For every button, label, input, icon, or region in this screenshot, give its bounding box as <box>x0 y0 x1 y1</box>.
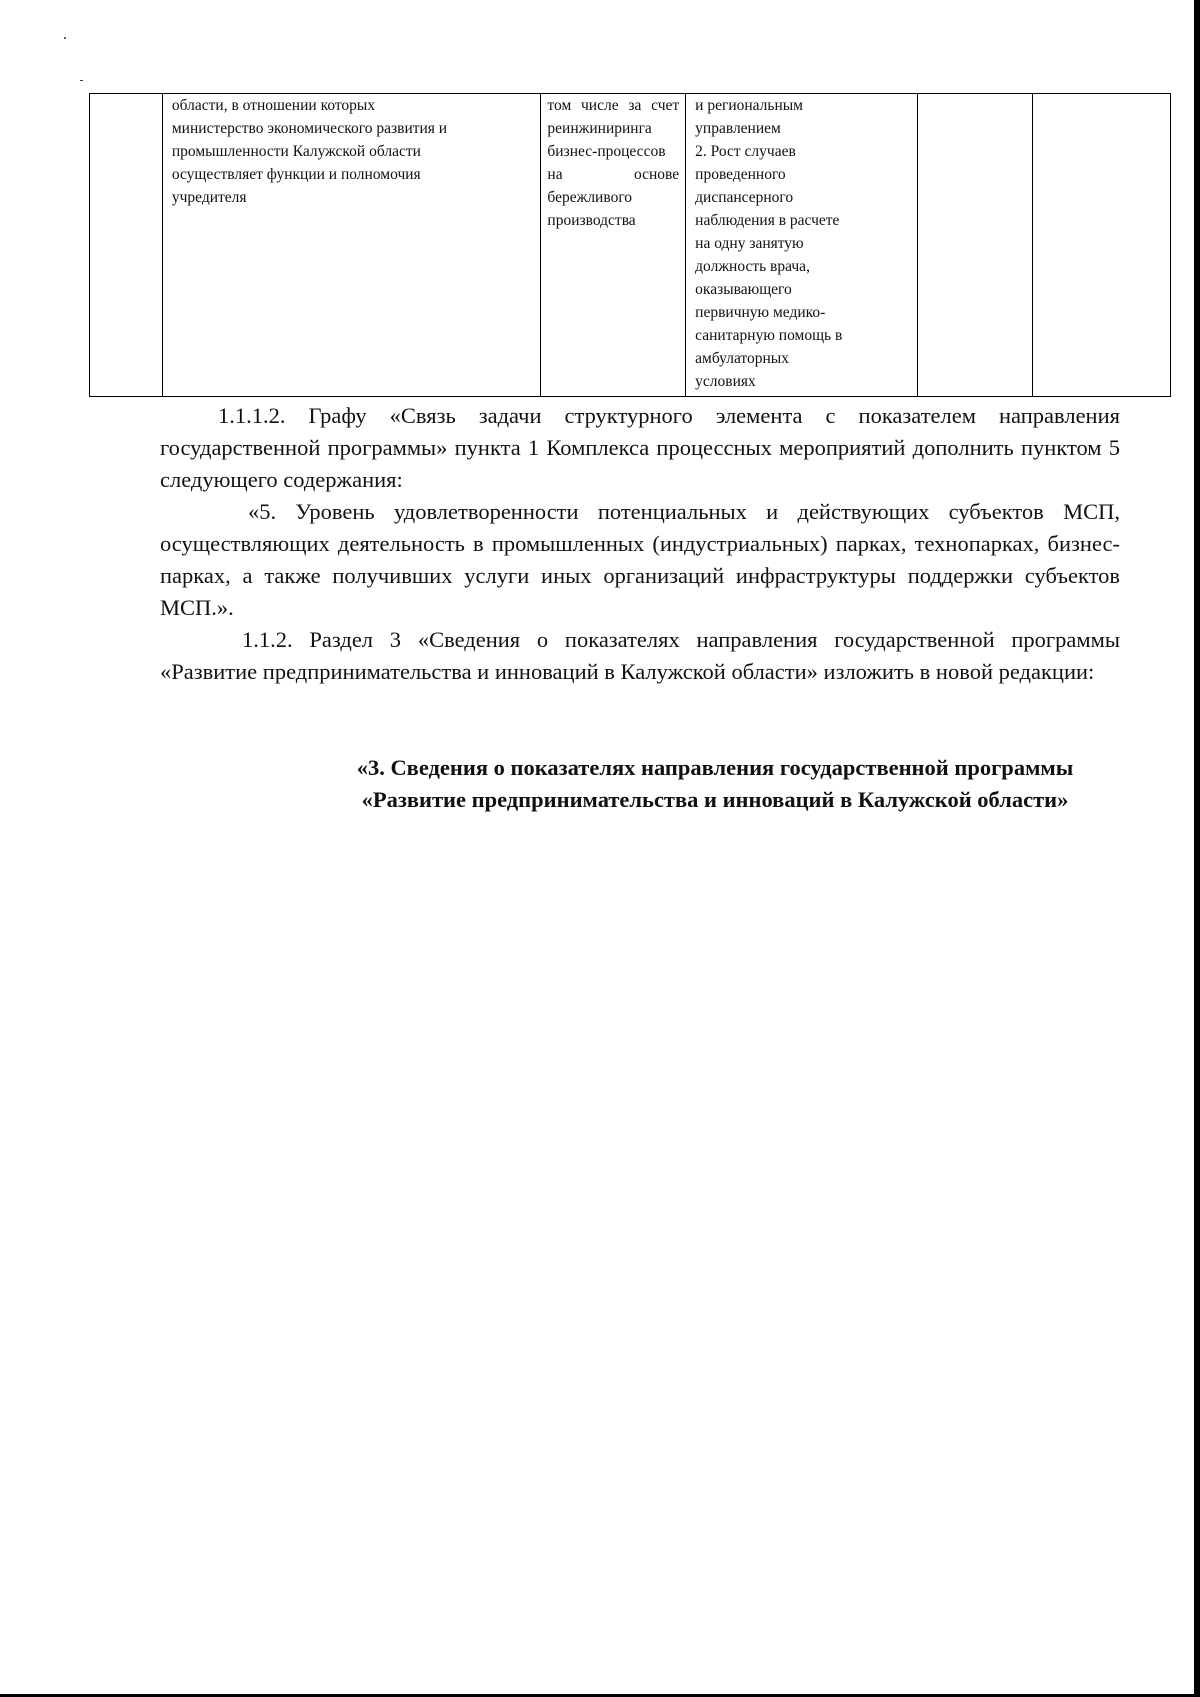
amendment-text <box>160 400 1120 688</box>
table-cell-method <box>541 94 686 397</box>
continued-table <box>89 93 1171 397</box>
table-cell-empty <box>1033 94 1171 397</box>
paragraph-quote-5: «5. Уровень удовлетворенности потенциальных и действующих субъектов МСП, осуществляющих деятельность в промышленных (индустриальных) парках, технопарках, бизнес-парках, а также получивших услуги иных организаций инфраструктуры поддержки субъектов МСП.». <box>160 499 1120 620</box>
paragraph-1-1-1-2: 1.1.1.2. Графу «Связь задачи структурного элемента с показателем направления государственной программы» пункта 1 Комплекса процессных мероприятий дополнить пунктом 5 следующего содержания: <box>160 403 1120 492</box>
table-cell-empty <box>917 94 1032 397</box>
cell-text: и региональным управлением 2. Рост случаев проведенного диспансерного наблюдения в расчете на одну занятую должность врача, оказывающего первичную медико- санитарную помощь в амбулаторных условиях <box>695 97 843 390</box>
table-cell-indicator <box>686 94 918 397</box>
table-cell-object <box>162 94 541 397</box>
scan-border-right <box>1194 0 1200 1697</box>
scan-speck <box>64 37 66 39</box>
cell-text: области, в отношении которых министерство экономического развития и промышленности Калужской области осуществляет функции и полномочия учредителя <box>171 97 448 206</box>
section-heading <box>160 752 1120 816</box>
scan-speck <box>80 80 83 81</box>
heading-line-2: «Развитие предпринимательства и инноваций в Калужской области» <box>361 787 1069 812</box>
heading-line-1: «3. Сведения о показателях направления государственной программы <box>356 755 1074 780</box>
table-row <box>90 94 1171 397</box>
cell-text: том числе за счет реинжиниринга бизнес-процессов на основе бережливого производства <box>547 97 680 229</box>
paragraph-1-1-2: 1.1.2. Раздел 3 «Сведения о показателях направления государственной программы «Развитие предпринимательства и инноваций в Калужской области» изложить в новой редакции: <box>160 627 1120 684</box>
table-cell-number <box>90 94 163 397</box>
